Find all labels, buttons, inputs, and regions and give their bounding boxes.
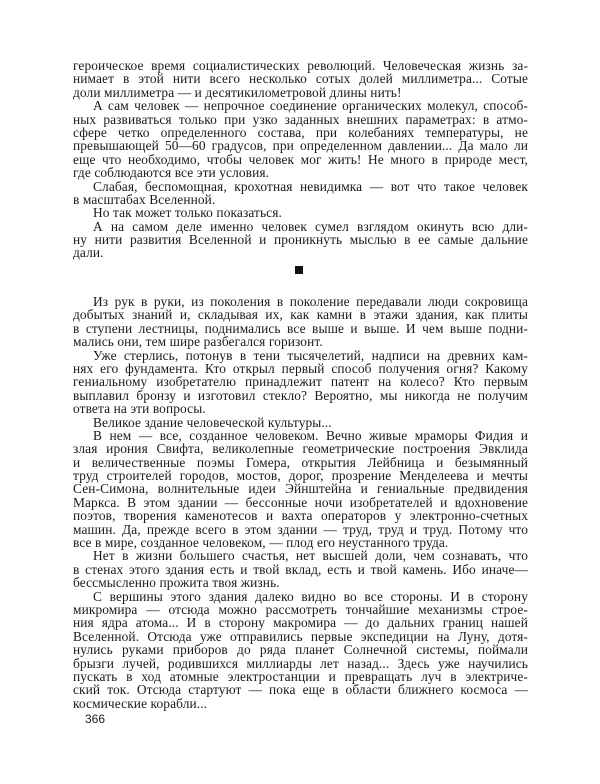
- text-line: в ступени лестницы, поднимались все выше и выше. И чем выше подни-: [73, 320, 528, 336]
- text-line: Нет в жизни большего счастья, нет высшей доли, чем сознавать, что: [93, 548, 528, 564]
- text-line: А сам человек — непрочное соединение органических молекул, способ-: [93, 98, 528, 114]
- text-line: ния ядра атома... И в сторону макромира — до дальних границ нашей: [73, 615, 528, 631]
- text-line: Вселенной. Отсюда уже отправились первые экспедиции на Луну, дотя-: [73, 628, 528, 644]
- text-section-2: [73, 295, 528, 710]
- text-line: нимает в этой нити всего несколько сотых долей миллиметра... Сотые: [73, 71, 528, 87]
- text-line: Великое здание человеческой культуры...: [93, 414, 332, 430]
- text-line: машин. Да, прежде всего в этом здании — труд, труд и труд. Потому что: [73, 521, 528, 537]
- text-line: пускать в ход атомные электростанции и превращать луч в электриче-: [73, 668, 528, 684]
- text-line: злая ирония Свифта, великолепные геометрические построения Эвклида: [73, 441, 528, 457]
- section-separator-square-icon: [295, 266, 303, 274]
- text-line: микромира — отсюда можно рассмотреть тончайшие механизмы строе-: [73, 601, 528, 617]
- text-line: дали.: [73, 245, 104, 261]
- text-line: где соблюдаются все эти условия.: [73, 165, 270, 181]
- text-line: в масштабах Вселенной.: [73, 191, 216, 207]
- text-line: космические корабли...: [73, 695, 208, 711]
- text-line: героическое время социалистических революций. Человеческая жизнь за-: [73, 58, 528, 73]
- text-line: брызги лучей, родившихся миллиарды лет назад... Здесь уже научились: [73, 655, 528, 671]
- text-line: ных развиваться только при узко заданных внешних параметрах: в атмо-: [73, 111, 528, 127]
- text-line: ну нити развития Вселенной и проникнуть мыслью в ее самые дальние: [73, 232, 528, 248]
- text-line: гениальному изобретателю принадлежит патент на колесо? Кто первым: [73, 374, 528, 390]
- text-line: ответа на эти вопросы.: [73, 401, 206, 417]
- page-number: 366: [85, 712, 106, 726]
- text-line: Маркса. В этом здании — бессонные ночи изобретателей и вдохновение: [73, 494, 528, 510]
- text-line: и величественные поэмы Гомера, открытия Лейбница и безымянный: [73, 454, 528, 470]
- text-line: нулись руками приборов до ряда планет Солнечной системы, поймали: [73, 642, 528, 658]
- text-line: Но так может только показаться.: [93, 205, 282, 221]
- text-line: С вершины этого здания далеко видно во все стороны. И в сторону: [93, 588, 528, 604]
- text-line: мались они, тем шире разбегался горизонт.: [73, 334, 323, 350]
- text-line: превышающей 50—60 градусов, при определенном давлении... Да мало ли: [73, 138, 528, 154]
- text-line: сфере четко определенного состава, при колебаниях температуры, не: [73, 124, 528, 140]
- text-line: труд строителей городов, мостов, дорог, прозрение Менделеева и мечты: [73, 468, 528, 484]
- text-line: поэтов, творения каменотесов и вахта операторов у электронно-счетных: [73, 508, 528, 524]
- text-line: Сен-Симона, волнительные идеи Эйнштейна и гениальные предвидения: [73, 481, 528, 497]
- text-line: ский ток. Отсюда стартуют — пока еще в области ближнего космоса —: [73, 682, 528, 698]
- text-line: Слабая, беспомощная, крохотная невидимка — вот что такое человек: [93, 178, 528, 194]
- text-line: добытых знаний и, складывая их, как камни в этажи здания, как плиты: [73, 307, 528, 323]
- text-line: Из рук в руки, из поколения в поколение передавали люди сокровища: [93, 294, 528, 309]
- text-section-1: [73, 59, 528, 260]
- text-line: доли миллиметра — и десятикилометровой длины нить!: [73, 84, 402, 100]
- text-line: еще что необходимо, чтобы человек мог жить! Не много в природе мест,: [73, 151, 528, 167]
- text-line: Уже стерлись, потонув в тени тысячелетий, надписи на древних кам-: [93, 347, 528, 363]
- text-line: все в мире, созданное человеком, — плод его неустанного труда.: [73, 535, 449, 551]
- text-line: нях его фундамента. Кто открыл первый способ получения огня? Какому: [73, 360, 528, 376]
- text-line: в стенах этого здания есть и твой вклад, есть и твой камень. Ибо иначе—: [73, 561, 528, 577]
- text-line: бессмысленно прожита твоя жизнь.: [73, 575, 280, 591]
- text-line: В нем — все, созданное человеком. Вечно живые мраморы Фидия и: [93, 427, 528, 443]
- text-line: А на самом деле именно человек сумел взглядом окинуть всю дли-: [93, 218, 528, 234]
- text-line: выплавил бронзу и изготовил стекло? Вероятно, мы никогда не получим: [73, 387, 528, 403]
